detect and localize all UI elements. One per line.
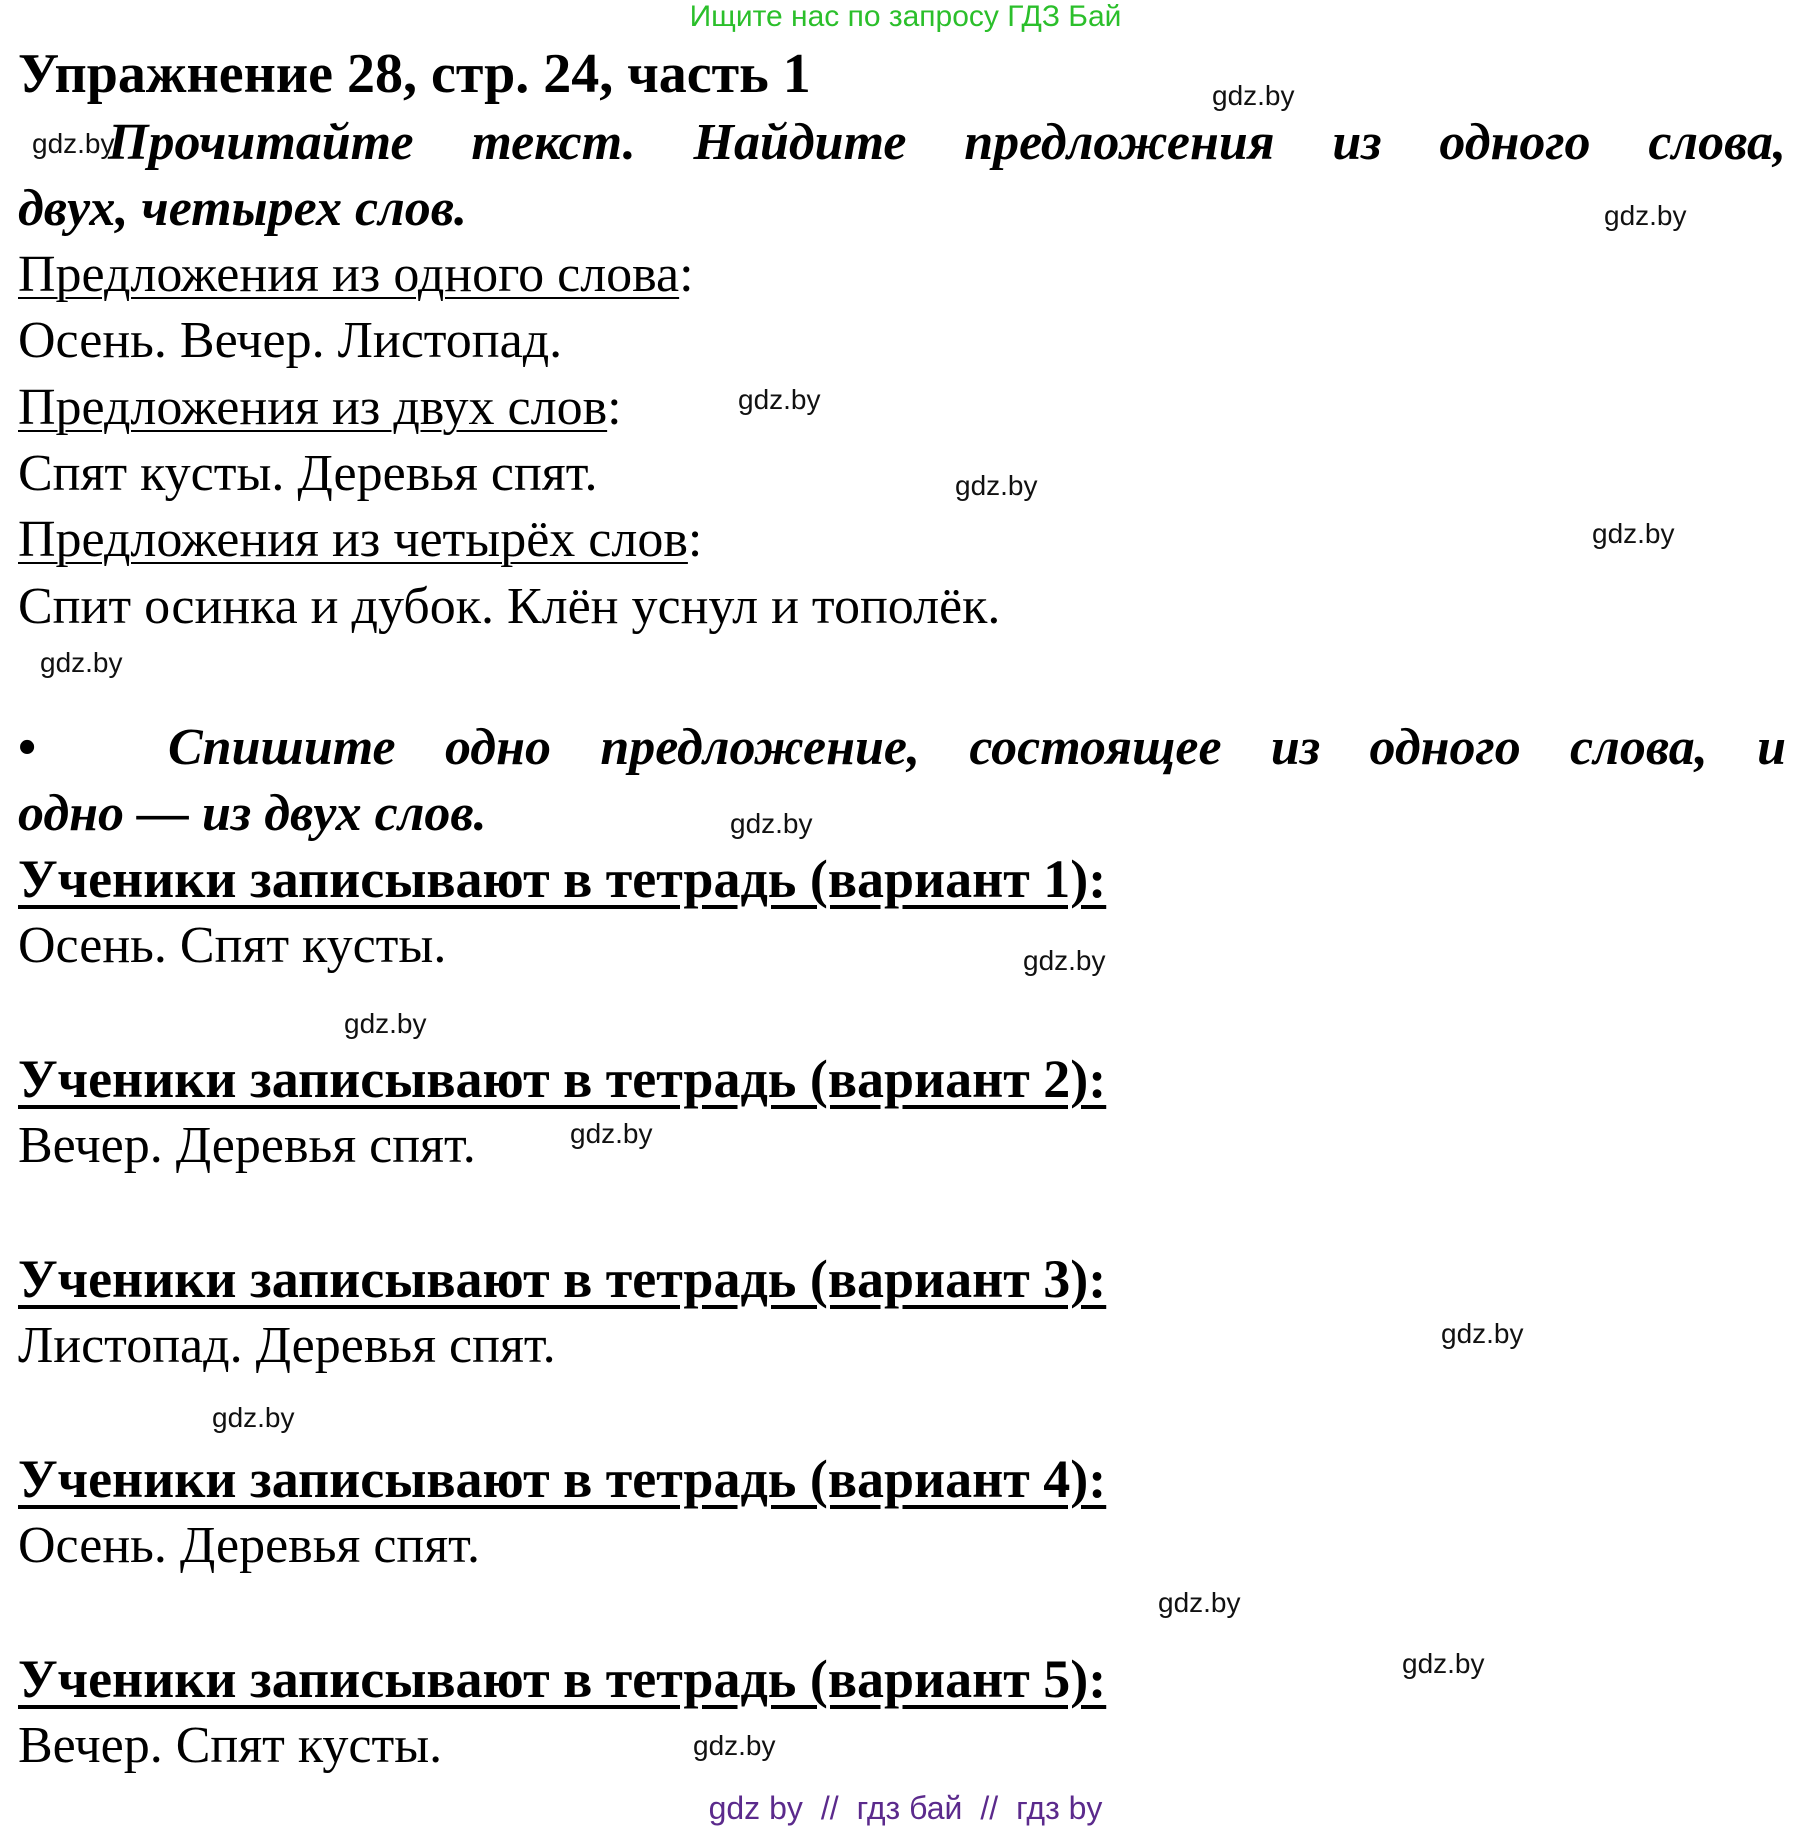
variant-2-answer: Вечер. Деревья спят.: [18, 1117, 476, 1174]
variant-3-answer: Листопад. Деревья спят.: [18, 1317, 556, 1374]
section-answer-one-word: Осень. Вечер. Листопад.: [18, 312, 563, 369]
section-label-four-words: Предложения из четырёх слов:: [18, 511, 703, 568]
watermark: gdz.by: [212, 1402, 295, 1433]
section-label-two-words-text: Предложения из двух слов: [18, 379, 608, 436]
variant-4-answer: Осень. Деревья спят.: [18, 1517, 480, 1574]
watermark: gdz.by: [730, 808, 813, 839]
variant-1-answer: Осень. Спят кусты.: [18, 917, 447, 974]
watermark: gdz.by: [1441, 1318, 1524, 1349]
watermark: gdz.by: [40, 647, 123, 678]
watermark: gdz.by: [1158, 1587, 1241, 1618]
watermark: gdz.by: [344, 1008, 427, 1039]
footer-link-gdz-bai[interactable]: гдз бай: [856, 1790, 963, 1826]
footer-link-gdz-by[interactable]: gdz by: [708, 1790, 803, 1826]
watermark: gdz.by: [32, 128, 115, 159]
section-label-one-word: Предложения из одного слова:: [18, 246, 694, 303]
watermark: gdz.by: [1592, 518, 1675, 549]
watermark: gdz.by: [955, 470, 1038, 501]
task-2-line-1: [18, 715, 1786, 781]
task-1-line-2: двух, четырех слов.: [18, 180, 468, 237]
variant-3-heading: Ученики записывают в тетрадь (вариант 3):: [18, 1249, 1107, 1309]
footer-separator: //: [980, 1790, 999, 1826]
variant-4-heading: Ученики записывают в тетрадь (вариант 4):: [18, 1449, 1107, 1509]
section-label-one-word-text: Предложения из одного слова: [18, 246, 680, 303]
watermark: gdz.by: [1604, 200, 1687, 231]
watermark: gdz.by: [693, 1730, 776, 1761]
footer-link-gdz-by-cyr[interactable]: гдз by: [1016, 1790, 1103, 1826]
task-1-line-1-text: Прочитайте текст. Найдите предложения из одного слова,: [108, 114, 1786, 171]
task-1-line-1: [18, 110, 1786, 176]
bullet-icon: •: [18, 719, 37, 776]
watermark: gdz.by: [1023, 945, 1106, 976]
footer-links: [0, 1790, 1811, 1827]
watermark: gdz.by: [1212, 80, 1295, 111]
footer-separator: //: [820, 1790, 839, 1826]
watermark: gdz.by: [738, 384, 821, 415]
section-answer-four-words: Спит осинка и дубок. Клён уснул и тополёк.: [18, 578, 1001, 635]
task-instruction-1: [18, 110, 1786, 242]
task-2-line-1-text: Спишите одно предложение, состоящее из одного слова, и: [168, 719, 1786, 776]
section-label-two-words: Предложения из двух слов:: [18, 379, 622, 436]
variant-5-answer: Вечер. Спят кусты.: [18, 1717, 443, 1774]
variant-1-heading: Ученики записывают в тетрадь (вариант 1):: [18, 849, 1107, 909]
task-instruction-2: [18, 715, 1786, 847]
section-answer-two-words: Спят кусты. Деревья спят.: [18, 445, 598, 502]
section-label-four-words-text: Предложения из четырёх слов: [18, 511, 688, 568]
variant-5-heading: Ученики записывают в тетрадь (вариант 5):: [18, 1649, 1107, 1709]
search-banner: Ищите нас по запросу ГДЗ Бай: [689, 0, 1122, 33]
watermark: gdz.by: [570, 1118, 653, 1149]
page-title: Упражнение 28, стр. 24, часть 1: [18, 43, 811, 105]
watermark: gdz.by: [1402, 1648, 1485, 1679]
task-2-line-2: одно — из двух слов.: [18, 785, 487, 842]
variant-2-heading: Ученики записывают в тетрадь (вариант 2):: [18, 1049, 1107, 1109]
